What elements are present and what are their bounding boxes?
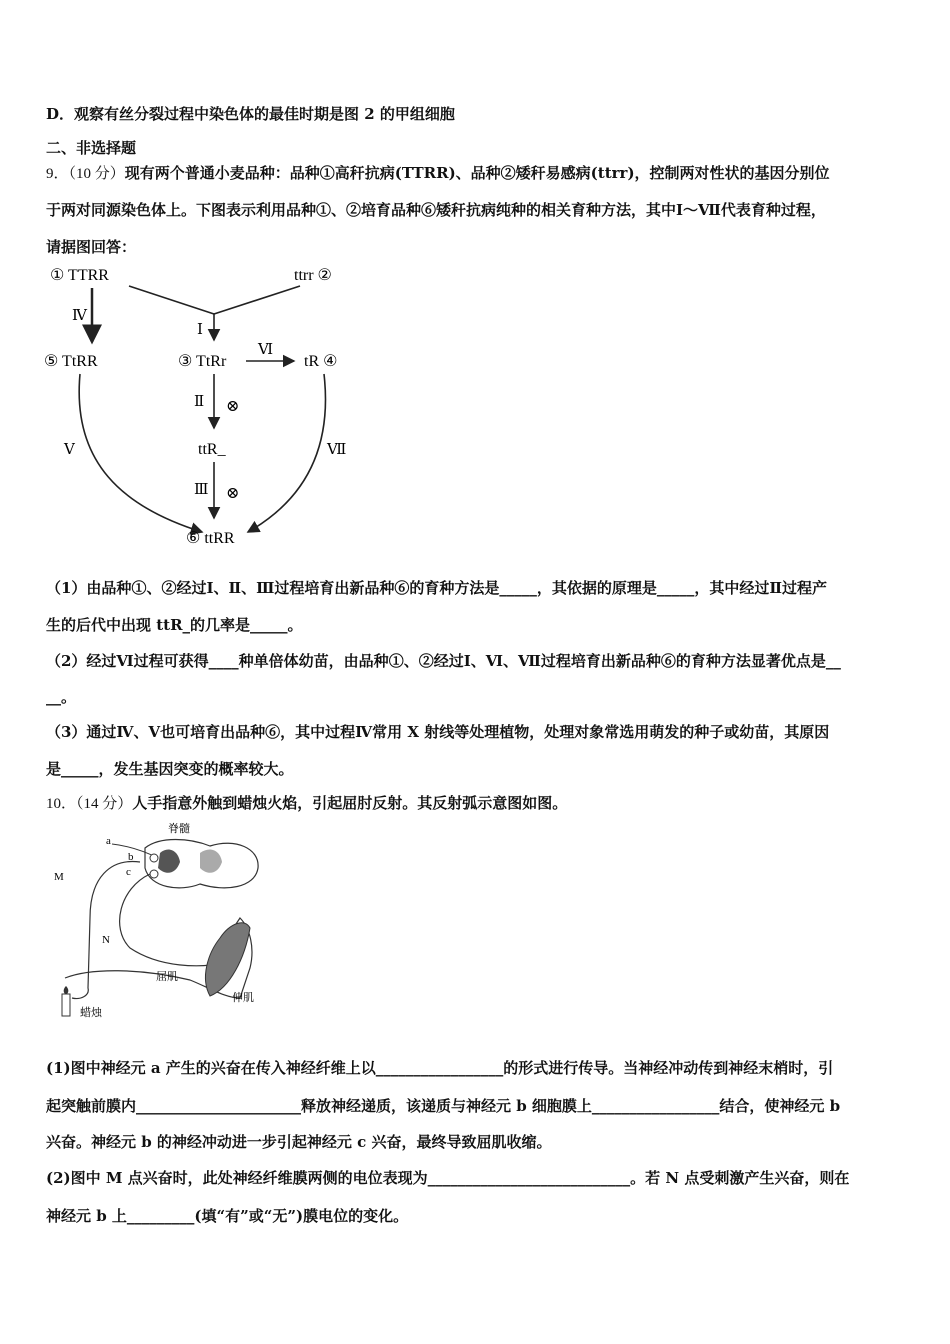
flexor-muscle <box>205 923 250 996</box>
variety-2-label: ttrr ② <box>294 267 332 284</box>
process-7-label: Ⅶ <box>327 442 347 458</box>
variety-4-label: tR ④ <box>304 353 338 370</box>
process-5-label: Ⅴ <box>64 442 75 458</box>
afferent-nerve <box>72 861 140 998</box>
q10-part1-line1: (1)图中神经元 a 产生的兴奋在传入神经纤维上以_________________的形式进行传导。当神经冲动传到神经末梢时，引 <box>46 1059 834 1077</box>
neuron-c-label: c <box>126 866 131 878</box>
process-4-label: Ⅳ <box>72 308 87 324</box>
variety-3-label: ③ TtRr <box>178 353 227 370</box>
flame-icon <box>64 986 69 994</box>
q9-part2-line1: （2）经过Ⅵ过程可获得____种单倍体幼苗，由品种①、②经过Ⅰ、Ⅵ、Ⅶ过程培育出新品种⑥的育种方法显著优点是__ <box>46 652 841 670</box>
section-heading: 二、非选择题 <box>46 139 137 157</box>
q10-part2-line2: 神经元 b 上_________(填“有”或“无”)膜电位的变化。 <box>46 1207 409 1225</box>
variety-1-label: ① TTRR <box>50 267 109 284</box>
q9-stem-line1 <box>46 163 908 184</box>
q10-number: 10．（14 分） <box>46 796 133 812</box>
reflex-arc-diagram <box>50 818 280 1023</box>
process-1-label: Ⅰ <box>197 322 203 338</box>
cross-line-left <box>129 286 214 314</box>
q9-stem-line3: 请据图回答： <box>46 238 137 256</box>
q10-part1-line2: 起突触前膜内______________________释放神经递质，该递质与神经元 b 细胞膜上_________________结合，使神经元 b <box>46 1097 841 1115</box>
point-n-label: N <box>102 934 110 946</box>
process-2-label: Ⅱ <box>194 394 205 410</box>
self-cross-1-icon: ⊗ <box>226 398 240 415</box>
q9-part3-line1: （3）通过Ⅳ、Ⅴ也可培育出品种⑥，其中过程Ⅳ常用 X 射线等处理植物，处理对象常选用萌发的种子或幼苗，其原因 <box>46 723 830 741</box>
extensor-label: 伸肌 <box>232 992 254 1004</box>
self-cross-2-icon: ⊗ <box>226 485 240 502</box>
point-m-label: M <box>54 871 64 883</box>
breeding-diagram <box>42 262 372 552</box>
q9-number: 9．（10 分） <box>46 166 125 182</box>
neuron-a-label: a <box>106 835 111 847</box>
q10-stem-text: 人手指意外触到蜡烛火焰，引起屈肘反射。其反射弧示意图如图。 <box>132 794 568 812</box>
variety-6-label: ⑥ ttRR <box>186 530 235 547</box>
q9-part1-line2: 生的后代中出现 ttR_的几率是_____。 <box>46 616 303 634</box>
option-d: D．观察有丝分裂过程中染色体的最佳时期是图 2 的甲组细胞 <box>46 105 455 123</box>
neuron-c-body <box>150 870 158 878</box>
cross-line-right <box>214 286 300 314</box>
q9-part1-line1: （1）由品种①、②经过Ⅰ、Ⅱ、Ⅲ过程培育出新品种⑥的育种方法是_____，其依据的原理是_____，其中经过Ⅱ过程产 <box>46 579 828 597</box>
process-6-label: Ⅵ <box>258 342 274 358</box>
flexor-label: 屈肌 <box>156 971 178 983</box>
q10-stem <box>46 793 908 814</box>
process-3-label: Ⅲ <box>194 482 209 498</box>
spinal-cord-label: 脊髓 <box>168 823 190 835</box>
q9-part3-line2: 是_____，发生基因突变的概率较大。 <box>46 760 294 778</box>
candle-icon <box>62 994 70 1016</box>
offspring-label: ttR_ <box>198 441 226 458</box>
q9-stem-line2: 于两对同源染色体上。下图表示利用品种①、②培育品种⑥矮秆抗病纯种的相关育种方法，其中Ⅰ～Ⅶ代表育种过程， <box>46 201 826 219</box>
q9-stem-text: 现有两个普通小麦品种：品种①高秆抗病(TTRR)、品种②矮秆易感病(ttrr)，控制两对性状的基因分别位 <box>124 164 830 182</box>
q9-part2-line2: __。 <box>46 688 77 706</box>
q10-part1-line3: 兴奋。神经元 b 的神经冲动进一步引起神经元 c 兴奋，最终导致屈肌收缩。 <box>46 1133 552 1151</box>
variety-5-label: ⑤ TtRR <box>44 353 98 370</box>
arrow-process-7 <box>248 374 325 532</box>
arrow-process-5 <box>79 374 205 532</box>
candle-label: 蜡烛 <box>80 1007 102 1019</box>
q10-part2-line1: (2)图中 M 点兴奋时，此处神经纤维膜两侧的电位表现为___________________________。若 N 点受刺激产生兴奋，则在 <box>46 1169 850 1187</box>
neuron-b-body <box>150 854 158 862</box>
neuron-b-label: b <box>128 851 134 863</box>
